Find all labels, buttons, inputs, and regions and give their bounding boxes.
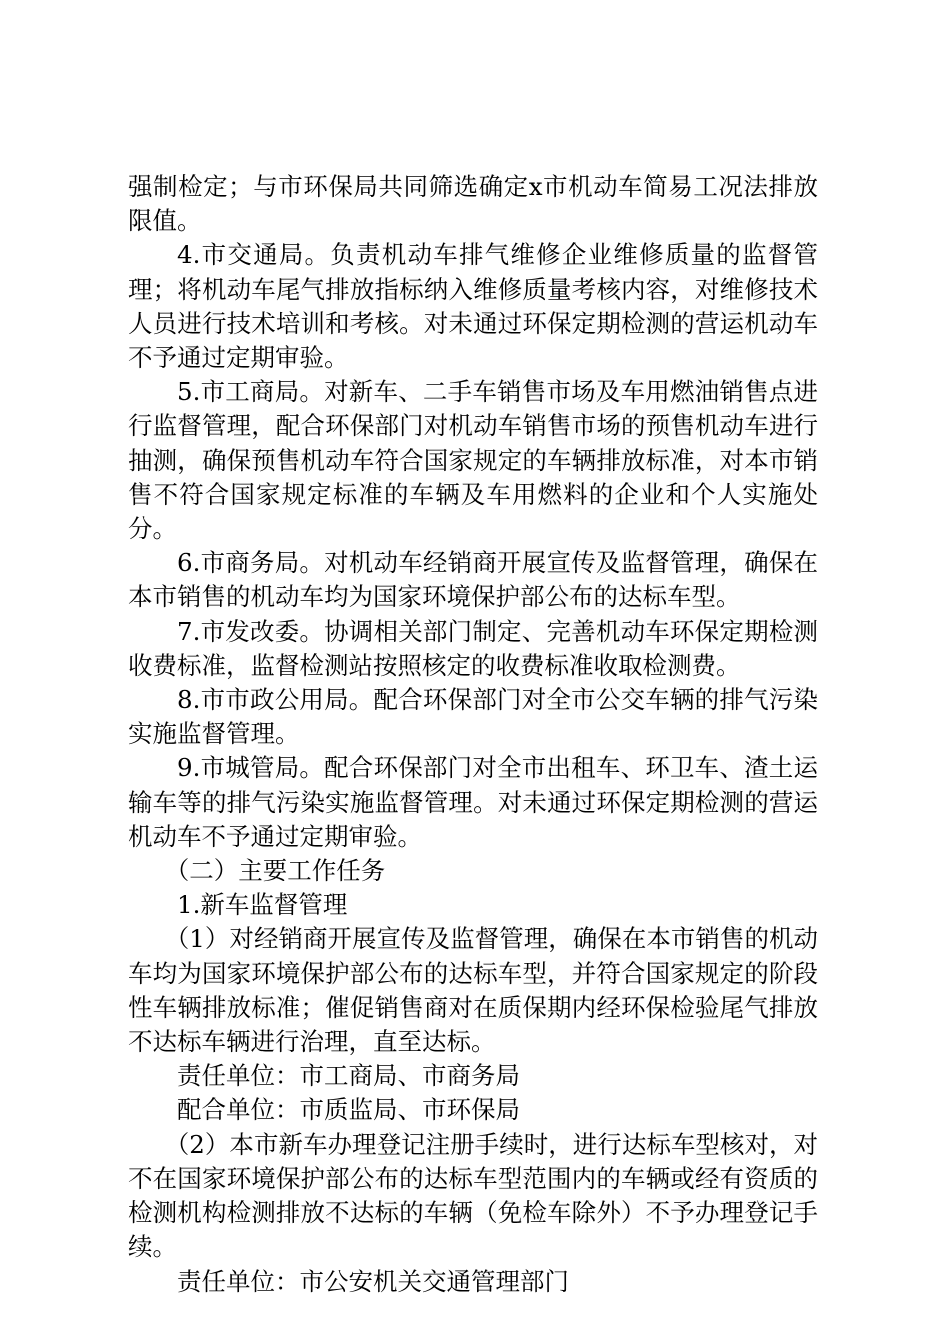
paragraph-chengguan: 9.市城管局。配合环保部门对全市出租车、环卫车、渣土运输车等的排气污染实施监督管理。对未通过环保定期检测的营运机动车不予通过定期审验。 xyxy=(128,753,818,851)
paragraph-gongshang: 5.市工商局。对新车、二手车销售市场及车用燃油销售点进行监督管理，配合环保部门对机动车销售市场的预售机动车进行抽测，确保预售机动车符合国家规定的车辆排放标准，对本市销售不符合国家规定标准的车辆及车用燃料的企业和个人实施处分。 xyxy=(128,377,818,544)
paragraph-shangwu: 6.市商务局。对机动车经销商开展宣传及监督管理，确保在本市销售的机动车均为国家环境保护部公布的达标车型。 xyxy=(128,548,818,612)
paragraph-shizheng: 8.市市政公用局。配合环保部门对全市公交车辆的排气污染实施监督管理。 xyxy=(128,685,818,749)
section-heading: （二）主要工作任务 xyxy=(164,856,386,886)
paragraph-continuation: 强制检定；与市环保局共同筛选确定x市机动车简易工况法排放限值。 xyxy=(128,172,818,236)
responsible-unit-1: 责任单位：市工商局、市商务局 xyxy=(177,1061,520,1091)
responsible-unit-2: 责任单位：市公安机关交通管理部门 xyxy=(177,1266,569,1296)
paragraph-fagai: 7.市发改委。协调相关部门制定、完善机动车环保定期检测收费标准，监督检测站按照核定的收费标准收取检测费。 xyxy=(128,616,818,680)
document-body xyxy=(128,170,818,1299)
paragraph-jiaotong: 4.市交通局。负责机动车排气维修企业维修质量的监督管理；将机动车尾气排放指标纳入维修质量考核内容，对维修技术人员进行技术培训和考核。对未通过环保定期检测的营运机动车不予通过定期审验。 xyxy=(128,240,818,373)
paragraph-item-2: （2）本市新车办理登记注册手续时，进行达标车型核对，对不在国家环境保护部公布的达标车型范围内的车辆或经有资质的检测机构检测排放不达标的车辆（免检车除外）不予办理登记手续。 xyxy=(128,1129,818,1262)
paragraph-item-1: （1）对经销商开展宣传及监督管理，确保在本市销售的机动车均为国家环境保护部公布的达标车型，并符合国家规定的阶段性车辆排放标准；催促销售商对在质保期内经环保检验尾气排放不达标车辆进行治理，直至达标。 xyxy=(128,924,818,1057)
cooperating-unit-1: 配合单位：市质监局、市环保局 xyxy=(177,1095,520,1125)
subsection-heading: 1.新车监督管理 xyxy=(177,890,348,920)
